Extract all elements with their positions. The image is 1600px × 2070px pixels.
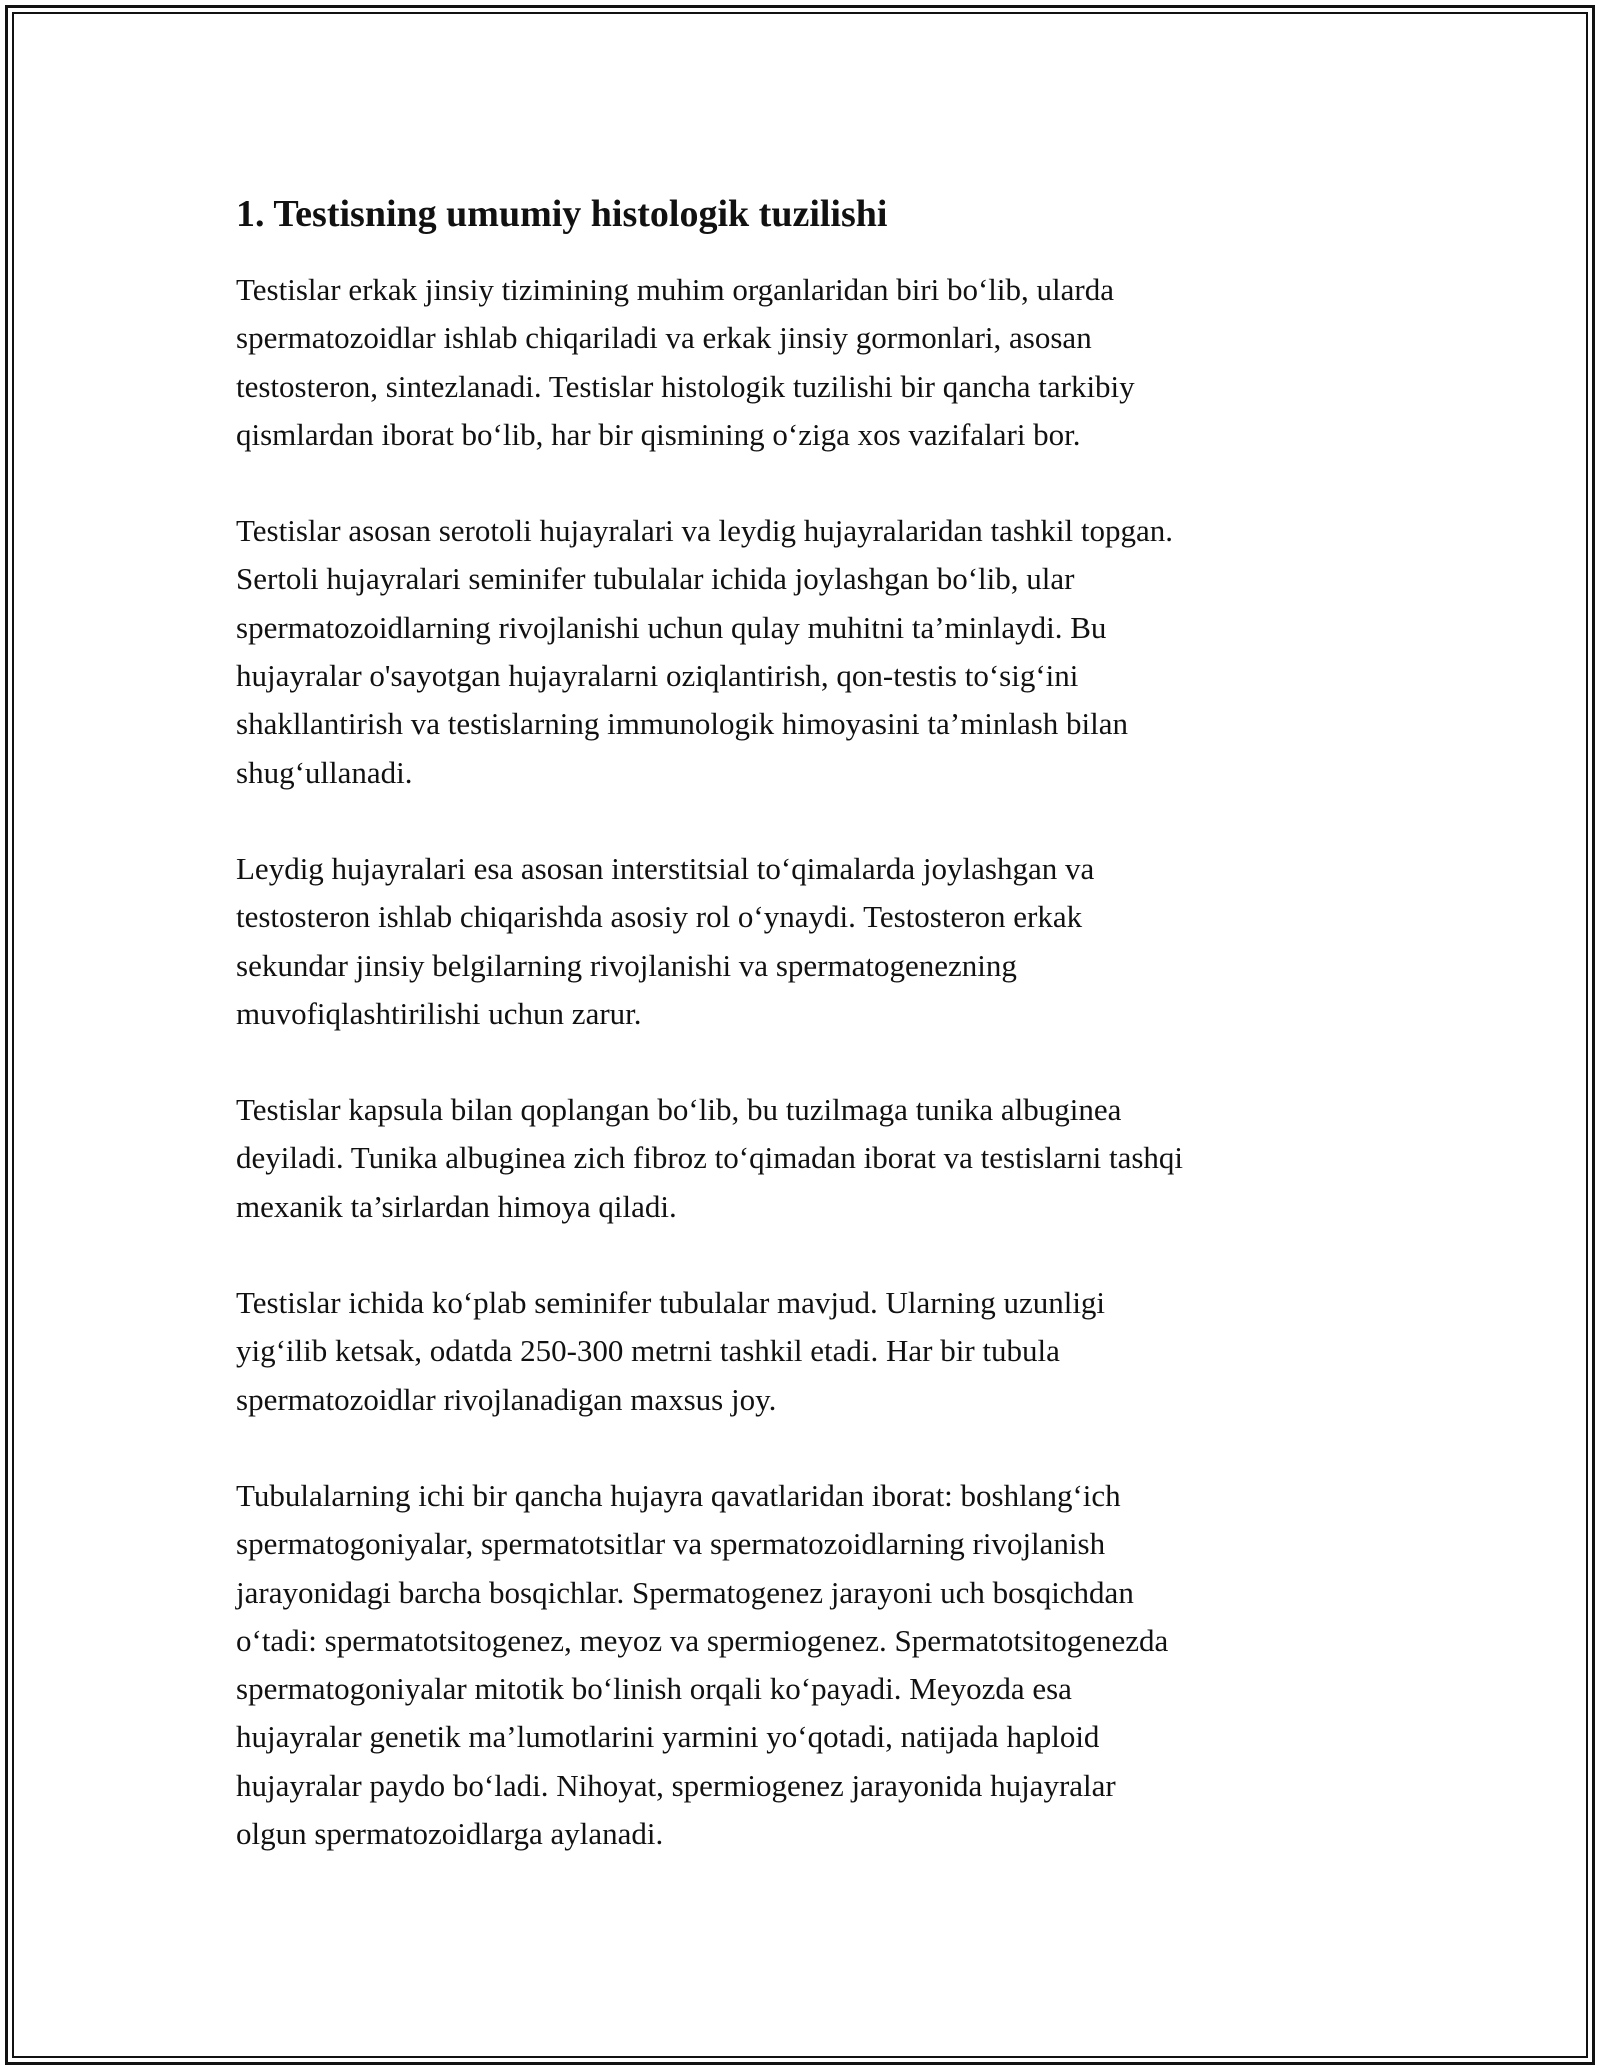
paragraph-tunica-albuginea: Testislar kapsula bilan qoplangan bo‘lib, bu tuzilmaga tunika albuginea deyiladi. Tunika albuginea zich fibroz to‘qimadan iborat va testislarni tashqi mexanik ta’sirlardan himoya qiladi. [236, 1092, 1183, 1224]
paragraph-seminiferous-tubules: Testislar ichida ko‘plab seminifer tubulalar mavjud. Ularning uzunligi yig‘ilib ketsak, odatda 250-300 metrni tashkil etadi. Har bir tubula spermatozoidlar rivojlanadigan maxsus joy. [236, 1285, 1106, 1417]
paragraph-sertoli-cells: Testislar asosan serotoli hujayralari va leydig hujayralaridan tashkil topgan. Sertoli hujayralari seminifer tubulalar ichida joylashgan bo‘lib, ular spermatozoidlarning rivojlanishi uchun qulay muhitni ta’minlaydi. Bu hujayralar o'sayotgan hujayralarni oziqlantirish, qon-testis to‘sig‘ini shakllantirish va testislarning immunologik himoyasini ta’minlash bilan shug‘ullanadi. [236, 513, 1174, 790]
section-heading: 1. Testisning umumiy histologik tuzilishi [236, 193, 888, 235]
paragraph-spermatogenesis: Tubulalarning ichi bir qancha hujayra qavatlaridan iborat: boshlang‘ich spermatogoniyalar, spermatotsitlar va spermatozoidlarning rivojlanish jarayonidagi barcha bosqichlar. Spermatogenez jarayoni uch bosqichdan o‘tadi: spermatotsitogenez, meyoz va spermiogenez. Spermatotsitogenezda spermatogoniyalar mitotik bo‘linish orqali ko‘payadi. Meyozda esa hujayralar genetik ma’lumotlarini yarmini yo‘qotadi, natijada haploid hujayralar paydo bo‘ladi. Nihoyat, spermiogenez jarayonida hujayralar olgun spermatozoidlarga aylanadi. [236, 1477, 1169, 1852]
document-body [236, 186, 1386, 1858]
paragraph-testis-overview: Testislar erkak jinsiy tizimining muhim organlaridan biri bo‘lib, ularda spermatozoidlar ishlab chiqariladi va erkak jinsiy gormonlari, asosan testosteron, sintezlanadi. Testislar histologik tuzilishi bir qancha tarkibiy qismlardan iborat bo‘lib, har bir qismining o‘ziga xos vazifalari bor. [236, 272, 1135, 452]
paragraph-leydig-cells: Leydig hujayralari esa asosan interstitsial to‘qimalarda joylashgan va testosteron ishlab chiqarishda asosiy rol o‘ynaydi. Testosteron erkak sekundar jinsiy belgilarning rivojlanishi va spermatogenezning muvofiqlashtirilishi uchun zarur. [236, 850, 1095, 1031]
